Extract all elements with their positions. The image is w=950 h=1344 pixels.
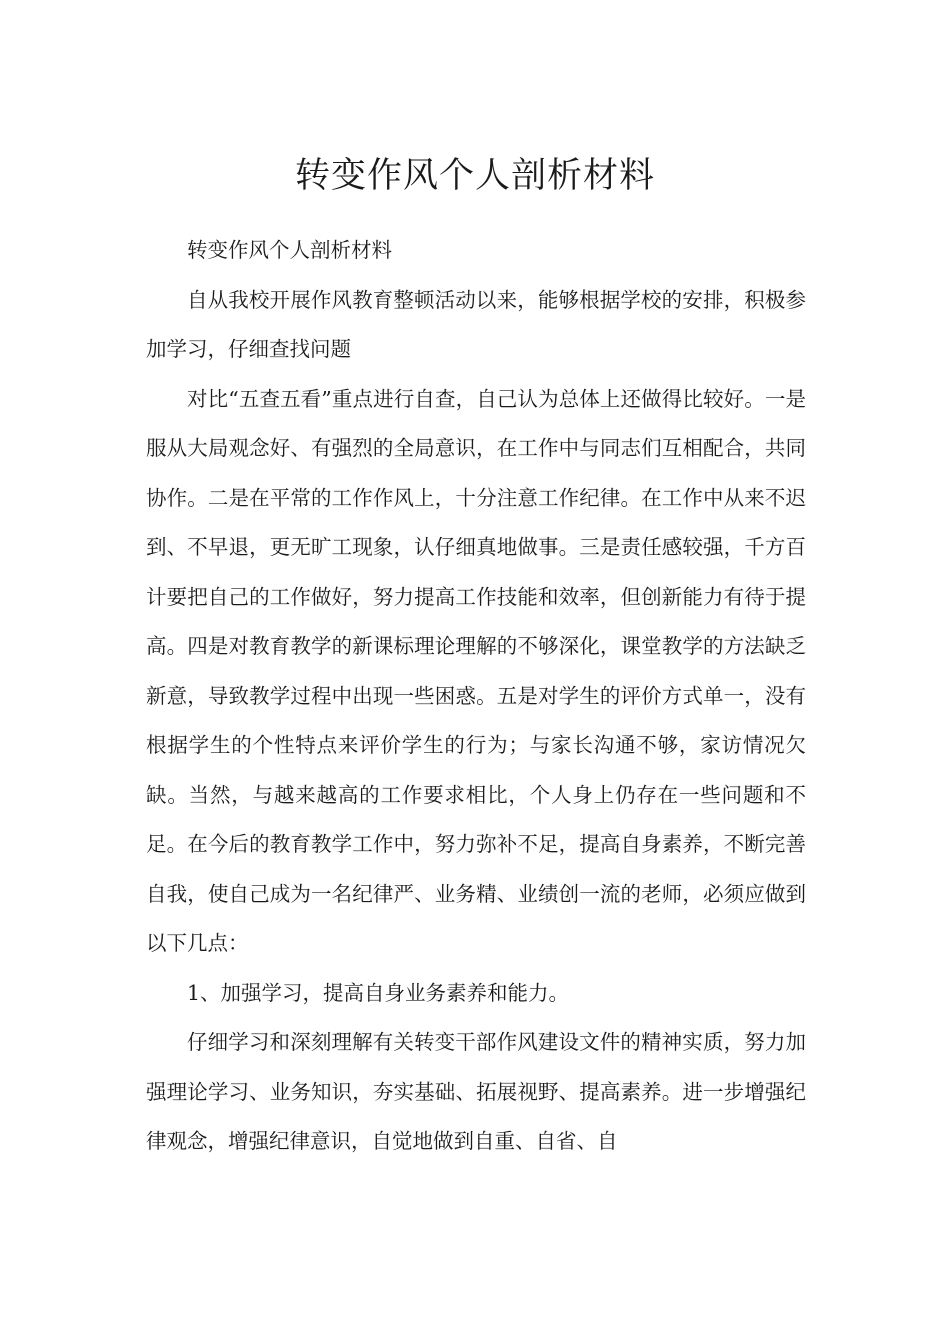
paragraph-subtitle: 转变作风个人剖析材料 [187,238,392,262]
paragraph-self-check: 对比“五查五看”重点进行自查，自己认为总体上还做得比较好。一是服从大局观念好、有强烈的全局意识，在工作中与同志们互相配合，共同协作。二是在平常的工作作风上，十分注意工作纪律。在工作中从来不迟到、不早退，更无旷工现象，认仔细真地做事。三是责任感较强，千方百计要把自己的工作做好，努力提高工作技能和效率，但创新能力有待于提高。四是对教育教学的新课标理论理解的不够深化，课堂教学的方法缺乏新意，导致教学过程中出现一些困惑。五是对学生的评价方式单一，没有根据学生的个性特点来评价学生的行为；与家长沟通不够，家访情况欠缺。当然，与越来越高的工作要求相比，个人身上仍存在一些问题和不足。在今后的教育教学工作中，努力弥补不足，提高自身素养，不断完善自我，使自己成为一名纪律严、业务精、业绩创一流的老师，必须应做到以下几点： [146,386,806,955]
document-title: 转变作风个人剖析材料 [294,156,655,197]
paragraph-point-1-heading: 1、加强学习，提高自身业务素养和能力。 [187,980,570,1005]
paragraph-intro: 自从我校开展作风教育整顿活动以来，能够根据学校的安排，积极参加学习，仔细查找问题 [146,287,806,361]
document-body [146,226,806,1167]
paragraph-point-1-body: 仔细学习和深刻理解有关转变干部作风建设文件的精神实质，努力加强理论学习、业务知识，夯实基础、拓展视野、提高素养。进一步增强纪律观念，增强纪律意识，自觉地做到自重、自省、自 [146,1030,806,1153]
